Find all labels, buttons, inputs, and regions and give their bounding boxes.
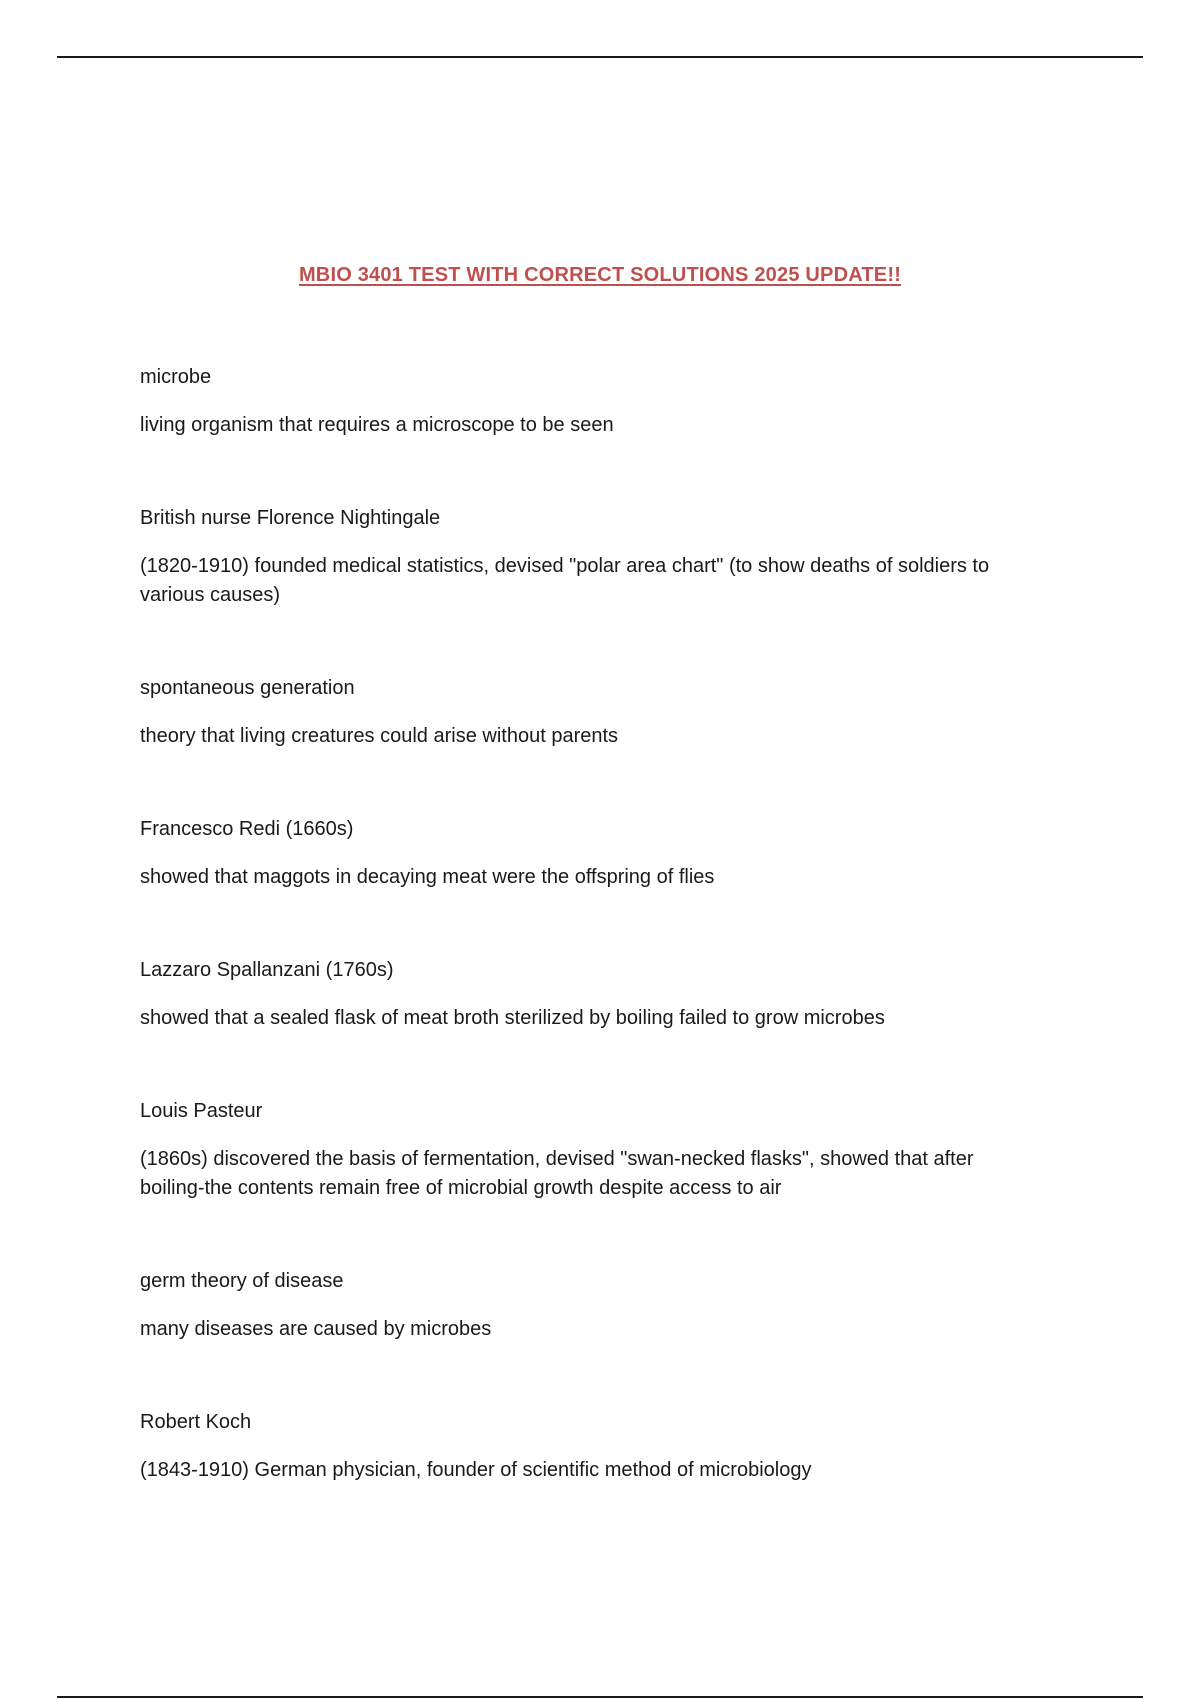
- entry-list: [140, 365, 1040, 1551]
- entry-term: Louis Pasteur: [140, 1100, 263, 1122]
- entry: [140, 1099, 1040, 1203]
- entry: [140, 676, 1040, 751]
- entry: [140, 958, 1040, 1033]
- entry: [140, 365, 1040, 440]
- entry-definition: showed that maggots in decaying meat were the offspring of flies: [140, 866, 715, 888]
- entry: [140, 1269, 1040, 1344]
- entry-term: Lazzaro Spallanzani (1760s): [140, 959, 394, 981]
- entry-term: spontaneous generation: [140, 677, 355, 699]
- entry-definition: showed that a sealed flask of meat broth sterilized by boiling failed to grow microbes: [140, 1007, 885, 1029]
- header-rule: [57, 56, 1143, 58]
- entry-definition: many diseases are caused by microbes: [140, 1318, 492, 1340]
- entry-definition: living organism that requires a microscope to be seen: [140, 414, 614, 436]
- footer-rule: [57, 1696, 1143, 1698]
- entry-definition: (1843-1910) German physician, founder of scientific method of microbiology: [140, 1459, 812, 1481]
- entry-definition: theory that living creatures could arise without parents: [140, 725, 619, 747]
- entry-term: Robert Koch: [140, 1411, 252, 1433]
- entry-definition: (1820-1910) founded medical statistics, devised "polar area chart" (to show deaths of soldiers to various causes): [140, 555, 990, 606]
- document-title: MBIO 3401 TEST WITH CORRECT SOLUTIONS 2025 UPDATE!!: [298, 264, 902, 286]
- entry: [140, 506, 1040, 610]
- entry: [140, 817, 1040, 892]
- entry-term: germ theory of disease: [140, 1270, 344, 1292]
- entry: [140, 1410, 1040, 1485]
- entry-term: microbe: [140, 366, 212, 388]
- entry-definition: (1860s) discovered the basis of fermentation, devised "swan-necked flasks", showed that after boiling-the contents remain free of microbial growth despite access to air: [140, 1148, 974, 1199]
- entry-term: Francesco Redi (1660s): [140, 818, 354, 840]
- entry-term: British nurse Florence Nightingale: [140, 507, 441, 529]
